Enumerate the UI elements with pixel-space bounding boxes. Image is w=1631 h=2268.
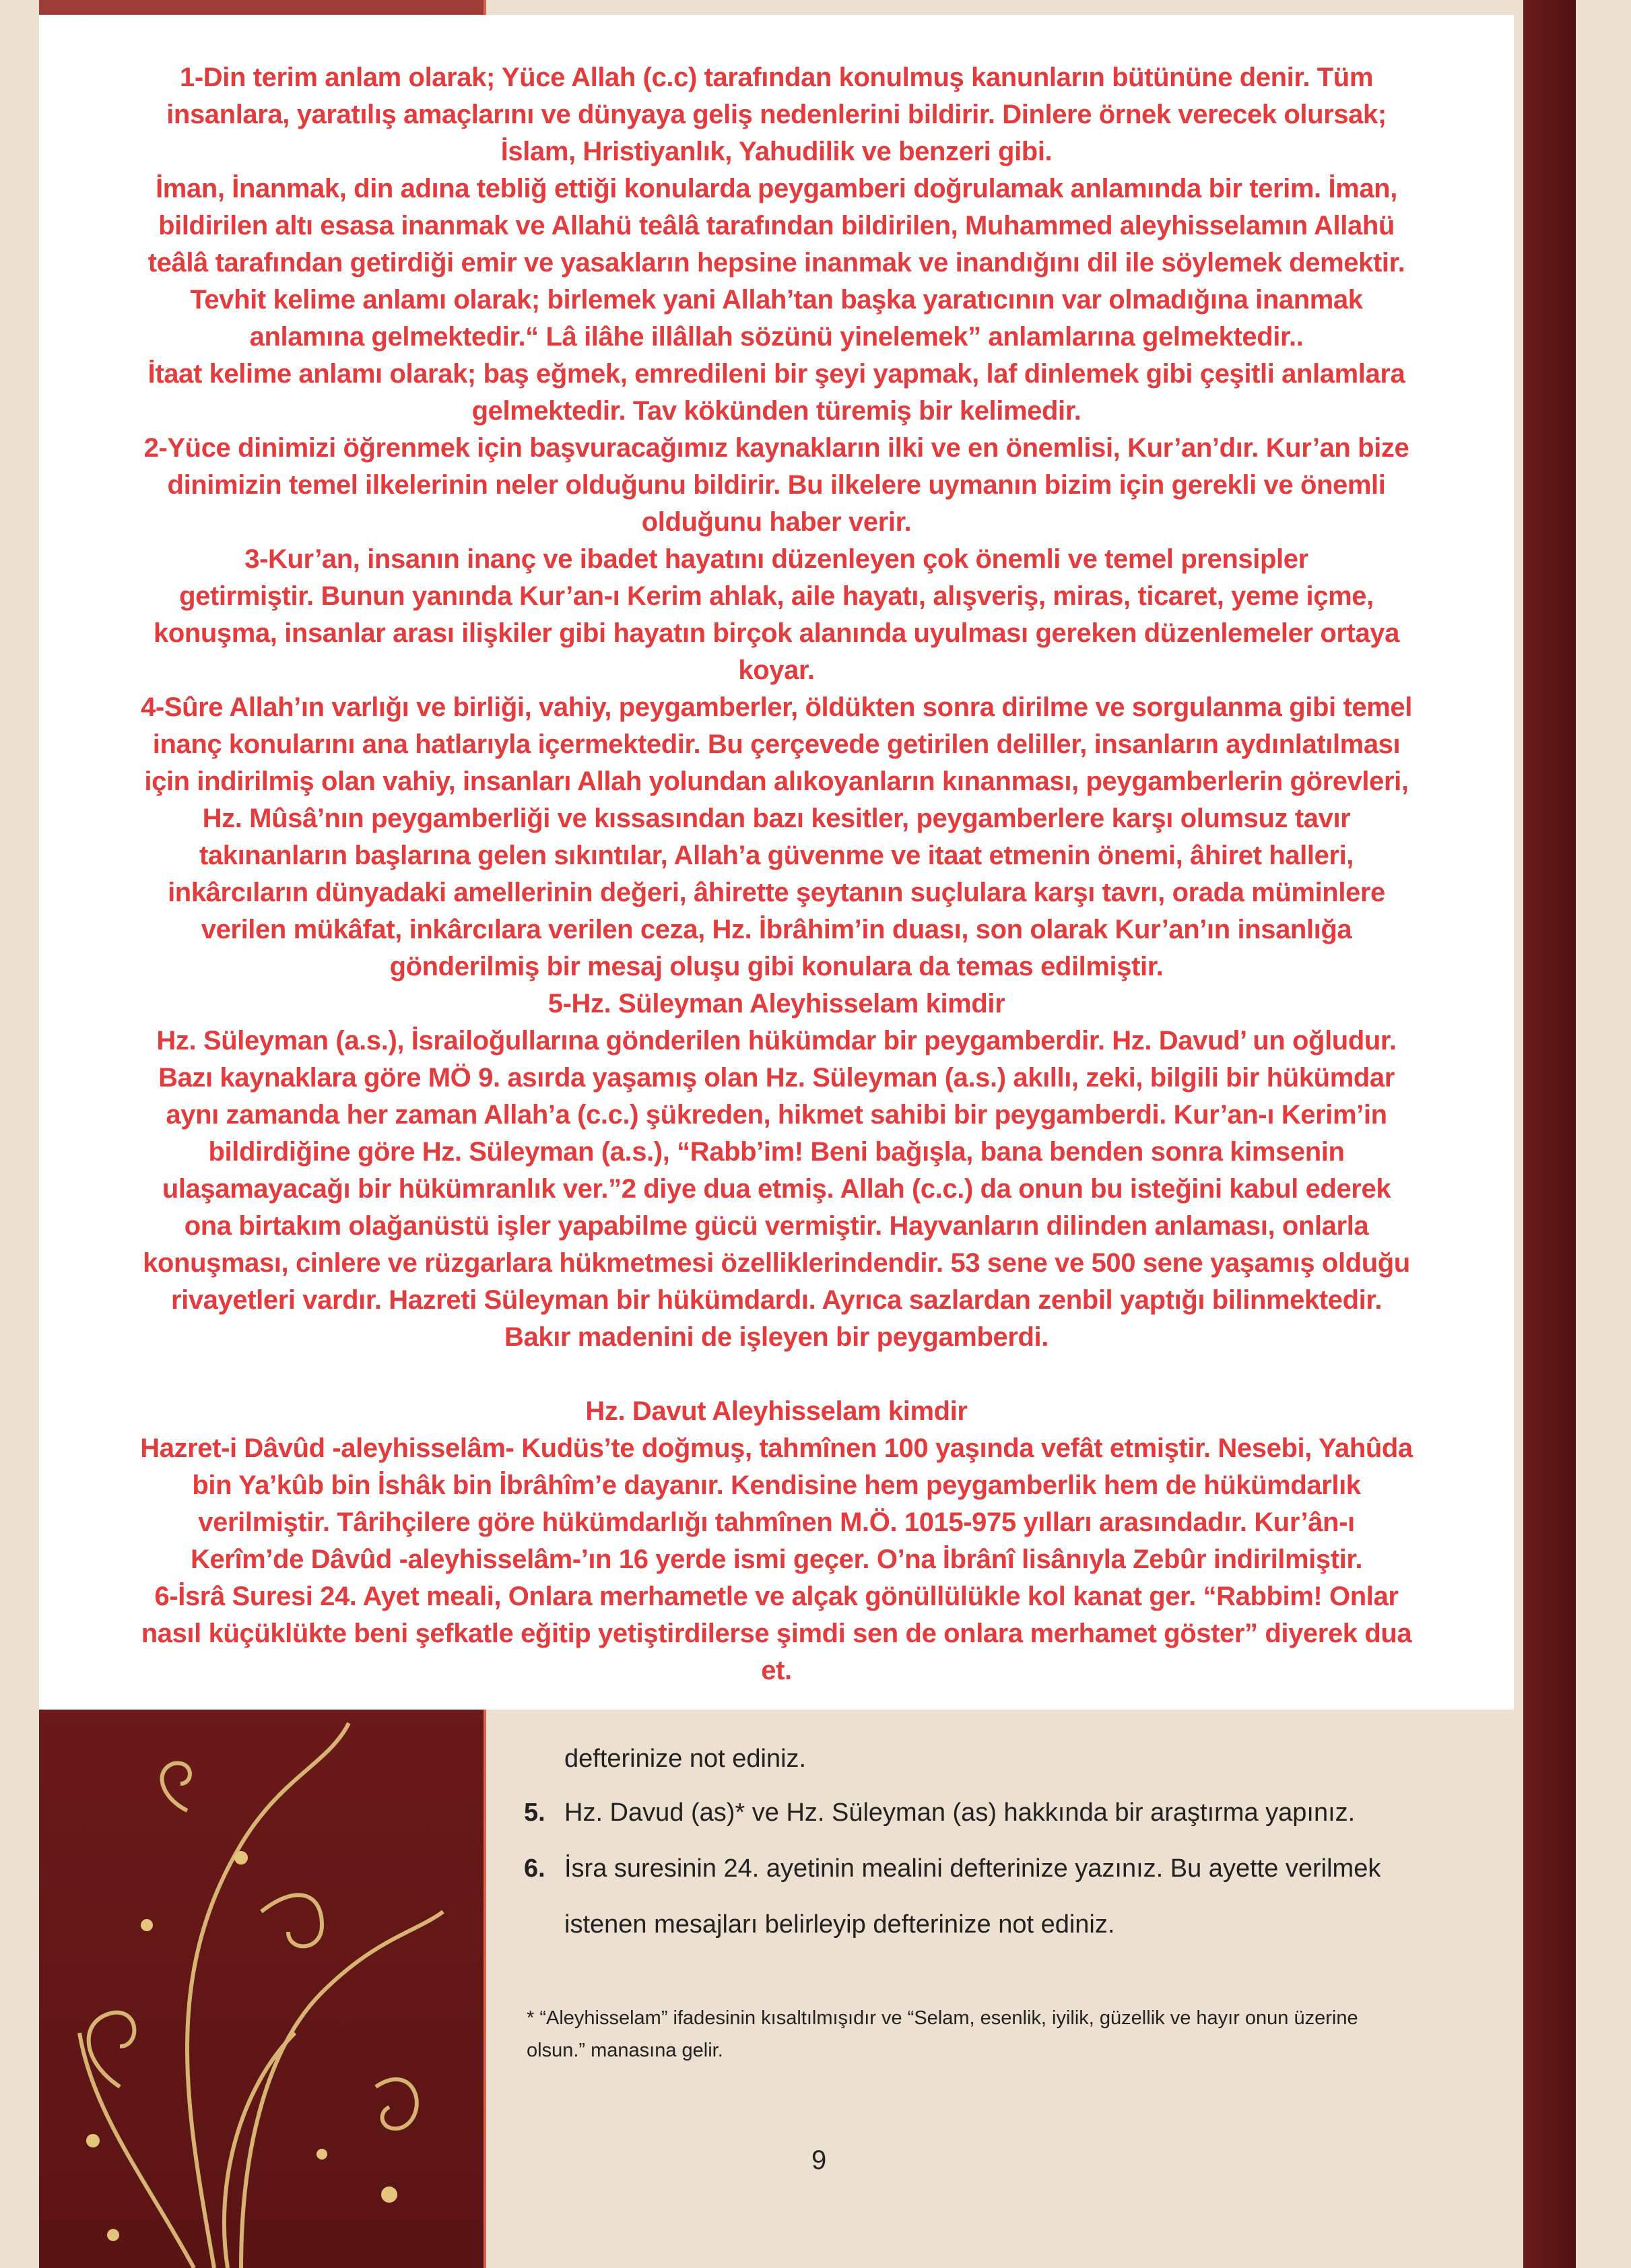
answer-text-line: [39, 1356, 1514, 1393]
answer-text-line: bildirilen altı esasa inanmak ve Allahü teâlâ tarafından bildirilen, Muhammed aleyhisselamın Allahü: [158, 211, 1395, 240]
answer-text-line: verilmiştir. Târihçilere göre hükümdarlığı tahmînen M.Ö. 1015-975 yılları arasındadır. Kur’ân-ı: [198, 1508, 1355, 1537]
answer-text-line: olduğunu haber verir.: [641, 507, 912, 537]
answer-text-line: bin Ya’kûb bin İshâk bin İbrâhîm’e dayanır. Kendisine hem peygamberlik hem de hükümdarlık: [192, 1470, 1361, 1500]
answer-text-line: Hz. Davut Aleyhisselam kimdir: [585, 1396, 968, 1426]
decorative-right-stripe: [1523, 0, 1576, 2268]
answer-text-line: Hz. Mûsâ’nın peygamberliği ve kıssasından bazı kesitler, peygamberlere karşı olumsuz tavır: [202, 804, 1351, 833]
answer-text-line: koyar.: [738, 655, 815, 685]
task-text: Hz. Davud (as)* ve Hz. Süleyman (as) hakkında bir araştırma yapınız.: [564, 1799, 1356, 1827]
answer-text-line: anlamına gelmektedir.“ Lâ ilâhe illâllah sözünü yinelemek” anlamlarına gelmektedir..: [249, 322, 1304, 352]
answer-text-line: İslam, Hristiyanlık, Yahudilik ve benzeri gibi.: [500, 137, 1053, 166]
answer-text-line: bildirdiğine göre Hz. Süleyman (a.s.), “Rabb’im! Beni bağışla, bana benden sonra kimsenin: [208, 1137, 1345, 1167]
task-number: 5.: [524, 1799, 545, 1827]
answer-text-lines: [39, 59, 1514, 1689]
answer-text-overlay: [39, 15, 1514, 1710]
answer-text-line: inkârcıların dünyadaki amellerinin değeri, âhirette şeytanın suçlulara karşı tavrı, orada müminlere: [168, 878, 1385, 907]
task-text: istenen mesajları belirleyip defterinize not ediniz.: [564, 1910, 1115, 1939]
answer-text-line: verilen mükâfat, inkârcılara verilen ceza, Hz. İbrâhim’in duası, son olarak Kur’an’ın insanlığa: [201, 915, 1352, 944]
answer-text-line: ona birtakım olağanüstü işler yapabilme gücü vermiştir. Hayvanların dilinden anlaması, onlarla: [184, 1211, 1369, 1241]
answer-text-line: İman, İnanmak, din adına tebliğ ettiği konularda peygamberi doğrulamak anlamında bir terim. İman,: [156, 174, 1397, 203]
answer-text-line: Kerîm’de Dâvûd -aleyhisselâm-’ın 16 yerde ismi geçer. O’na İbrânî lisânıyla Zebûr indirilmiştir.: [190, 1545, 1363, 1574]
answer-text-line: 5-Hz. Süleyman Aleyhisselam kimdir: [547, 989, 1005, 1018]
footnote-line-1: * “Aleyhisselam” ifadesinin kısaltılmışıdır ve “Selam, esenlik, iyilik, güzellik ve hayır onun üzerine: [527, 2007, 1358, 2029]
page-edge: [1576, 0, 1631, 2268]
task-item-6-continuation: [564, 1910, 1114, 1939]
task-item-6: [524, 1854, 1381, 1883]
answer-text-line: Hazret-i Dâvûd -aleyhisselâm- Kudüs’te doğmuş, tahmînen 100 yaşında vefât etmiştir. Nesebi, Yahûda: [140, 1433, 1413, 1463]
answer-text-line: 3-Kur’an, insanın inanç ve ibadet hayatını düzenleyen çok önemli ve temel prensipler: [244, 544, 1308, 574]
answer-text-line: insanlara, yaratılış amaçlarını ve dünyaya geliş nedenlerini bildirir. Dinlere örnek verecek olursak;: [166, 100, 1387, 129]
answer-text-line: takınanların başlarına gelen sıkıntılar, Allah’a güvenme ve itaat etmenin önemi, âhiret halleri,: [199, 841, 1354, 870]
task-number: 6.: [524, 1854, 545, 1883]
answer-text-line: Tevhit kelime anlamı olarak; birlemek yani Allah’tan başka yaratıcının var olmadığına inanmak: [190, 285, 1363, 315]
answer-text-line: getirmiştir. Bunun yanında Kur’an-ı Kerim ahlak, aile hayatı, alışveriş, miras, ticaret, yeme içme,: [179, 581, 1374, 611]
answer-text-line: inanç konularını ana hatlarıyla içermektedir. Bu çerçevede getirilen deliller, insanların aydınlatılması: [152, 730, 1401, 759]
gold-swirl-ornament: [39, 1710, 484, 2268]
answer-text-line: gönderilmiş bir mesaj oluşu gibi konulara da temas edilmiştir.: [389, 952, 1164, 981]
answer-text-line: 6-İsrâ Suresi 24. Ayet meali, Onlara merhametle ve alçak gönüllülükle kol kanat ger. “Rabbim! Onlar: [154, 1582, 1399, 1611]
answer-text-line: konuşması, cinlere ve rüzgarlara hükmetmesi özelliklerindendir. 53 sene ve 500 sene yaşamış olduğu: [143, 1248, 1410, 1278]
answer-text-line: nasıl küçüklükte beni şefkatle eğitip yetiştirdilerse şimdi sen de onlara merhamet göster” diyerek dua: [141, 1619, 1412, 1648]
answer-text-line: 1-Din terim anlam olarak; Yüce Allah (c.c) tarafından konulmuş kanunların bütününe denir. Tüm: [179, 63, 1374, 92]
answer-text-line: Bakır madenini de işleyen bir peygamberdi.: [504, 1322, 1048, 1352]
answer-text-line: gelmektedir. Tav kökünden türemiş bir kelimedir.: [471, 396, 1081, 426]
task-item-5: [524, 1799, 1356, 1827]
answer-text-line: dinimizin temel ilkelerinin neler olduğunu bildirir. Bu ilkelere uymanın bizim için gerekli ve önemli: [167, 470, 1386, 500]
answer-text-line: 2-Yüce dinimizi öğrenmek için başvuracağımız kaynakların ilki ve en önemlisi, Kur’an’dır. Kur’an bize: [143, 433, 1409, 463]
answer-text-line: İtaat kelime anlamı olarak; baş eğmek, emredileni bir şeyi yapmak, laf dinlemek gibi çeşitli anlamlara: [147, 359, 1405, 389]
page-number: 9: [811, 2145, 827, 2175]
answer-text-line: ulaşamayacağı bir hükümranlık ver.”2 diye dua etmiş. Allah (c.c.) da onun bu isteğini kabul ederek: [162, 1174, 1391, 1204]
task-item-4-continuation: [564, 1745, 806, 1774]
task-text: defterinize not ediniz.: [564, 1745, 807, 1773]
answer-text-line: rivayetleri vardır. Hazreti Süleyman bir hükümdardı. Ayrıca sazlardan zenbil yaptığı bilinmektedir.: [170, 1285, 1383, 1315]
answer-text-line: için indirilmiş olan vahiy, insanları Allah yolundan alıkoyanların kınanması, peygamberlerin görevleri,: [144, 767, 1409, 796]
answer-text-line: konuşma, insanlar arası ilişkiler gibi hayatın birçok alanında uyulması gereken düzenlemeler ortaya: [153, 618, 1399, 648]
answer-text-line: aynı zamanda her zaman Allah’a (c.c.) şükreden, hikmet sahibi bir peygamberdi. Kur’an-ı Kerim’in: [166, 1100, 1387, 1130]
answer-text-line: Hz. Süleyman (a.s.), İsrailoğullarına gönderilen hükümdar bir peygamberdir. Hz. Davud’ un oğludur.: [156, 1026, 1397, 1056]
answer-text-line: teâlâ tarafından getirdiği emir ve yasakların hepsine inanmak ve inandığını dil ile söylemek demektir.: [147, 248, 1405, 278]
answer-text-line: Bazı kaynaklara göre MÖ 9. asırda yaşamış olan Hz. Süleyman (a.s.) akıllı, zeki, bilgili bir hükümdar: [158, 1063, 1395, 1093]
answer-text-line: 4-Sûre Allah’ın varlığı ve birliği, vahiy, peygamberler, öldükten sonra dirilme ve sorgulanma gibi temel: [141, 692, 1412, 722]
task-text: İsra suresinin 24. ayetinin mealini defterinize yazınız. Bu ayette verilmek: [564, 1854, 1381, 1883]
footnote-line-2: olsun.” manasına gelir.: [527, 2040, 723, 2061]
answer-text-line: et.: [761, 1656, 792, 1685]
